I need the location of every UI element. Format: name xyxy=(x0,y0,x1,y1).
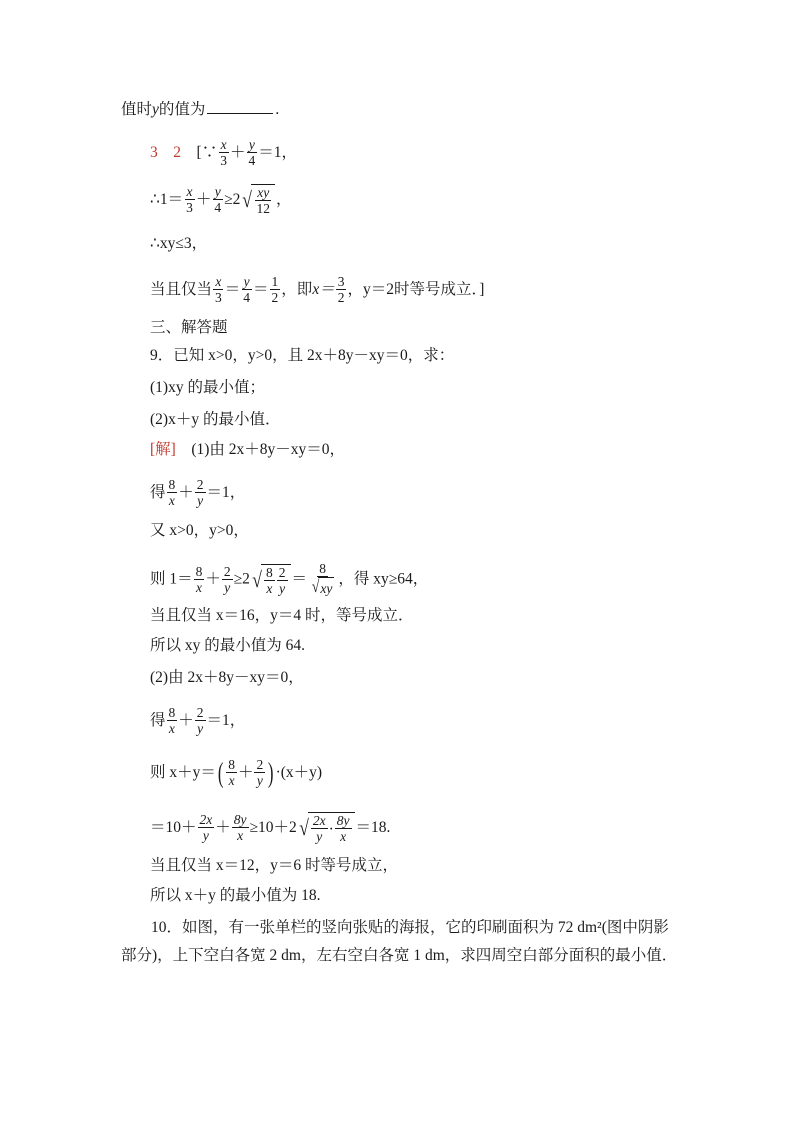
line-positivity: 又 x>0，y>0， xyxy=(150,522,249,539)
line-min-xy: 所以 xy 的最小值为 64. xyxy=(150,637,306,654)
fraction-x-over-3: $\frac{x}{3}$ xyxy=(220,137,227,168)
line-part-2-start: (2)由 2x＋8y－xy＝0， xyxy=(150,669,304,686)
line-question-tail: 值时y的值为 . xyxy=(121,101,280,118)
fraction-x-over-3: $\frac{x}{3}$ xyxy=(186,184,193,215)
problem-10-statement: 10．如图，有一张单栏的竖向张贴的海报，它的印刷面积为 72 dm²(图中阴影部分)，上下空白各宽 2 dm，左右空白各宽 1 dm，求四周空白部分面积的最小值． xyxy=(121,919,678,964)
answer-blank xyxy=(207,99,273,114)
line-am-gm: ∴1＝ $\frac{x}{3}$ ＋ $\frac{y}{4}$ ≥2 √ $\frac{xy}{12}$ ， xyxy=(150,184,292,216)
line-fraction-sum-2: 得 $\frac{8}{x}$ ＋ $\frac{2}{y}$ ＝1， xyxy=(150,705,246,736)
line-am-gm-3: ＝10＋ $\frac{2x}{y}$ ＋ $\frac{8y}{x}$ ≥10＋2 √ $\frac{2x}{y}$ · $\frac{8y}{x}$ ＝18. xyxy=(150,812,391,844)
line-am-gm-2: 则 1＝ $\frac{8}{x}$ ＋ $\frac{2}{y}$ ≥2 √ $\frac{8}{x}$ $\frac{2}{y}$ ＝ 8 √ xy ，得 xy≥64， xyxy=(150,561,429,596)
line-equality-condition: 当且仅当 $\frac{x}{3}$ ＝ $\frac{y}{4}$ ＝ $\frac{1}{2}$ ，即x＝ $\frac{3}{2}$ ，y＝2时等号成立．] xyxy=(150,274,485,305)
fraction-y-over-4: $\frac{y}{4}$ xyxy=(248,137,256,168)
problem-9-statement: 9．已知 x>0，y>0，且 2x＋8y－xy＝0，求： xyxy=(150,347,455,364)
line-answer: 3 2 [∵ $\frac{x}{3}$ ＋ $\frac{y}{4}$ ＝1， xyxy=(150,137,297,168)
line-min-sum: 所以 x＋y 的最小值为 18. xyxy=(150,887,321,904)
line-product-expansion: 则 x＋y＝( $\frac{8}{x}$ ＋ $\frac{2}{y}$ ) ·(x＋y) xyxy=(150,757,323,789)
line-equality-1: 当且仅当 x＝16，y＝4 时，等号成立． xyxy=(150,607,414,624)
section-heading: 三、解答题 xyxy=(150,319,228,336)
fraction-y-over-4: $\frac{y}{4}$ xyxy=(214,184,222,215)
problem-9-part-1: (1)xy 的最小值； xyxy=(150,379,265,396)
line-xy-bound: ∴xy≤3， xyxy=(150,235,208,252)
solution-start: [解] (1)由 2x＋8y－xy＝0， xyxy=(150,441,346,458)
line-equality-2: 当且仅当 x＝12，y＝6 时等号成立， xyxy=(150,857,399,874)
line-fraction-sum-1: 得 $\frac{8}{x}$ ＋ $\frac{2}{y}$ ＝1， xyxy=(150,477,246,508)
answer-values: 3 2 xyxy=(150,144,182,162)
sqrt-8x-2y: √ $\frac{8}{x}$ $\frac{2}{y}$ xyxy=(251,564,291,597)
sqrt-xy-over-12: √ $\frac{xy}{12}$ xyxy=(241,184,275,217)
sqrt-2x-8y: √ $\frac{2x}{y}$ · $\frac{8y}{x}$ xyxy=(298,812,355,845)
solution-tag: [解] xyxy=(150,441,176,458)
problem-9-part-2: (2)x＋y 的最小值． xyxy=(150,411,281,428)
